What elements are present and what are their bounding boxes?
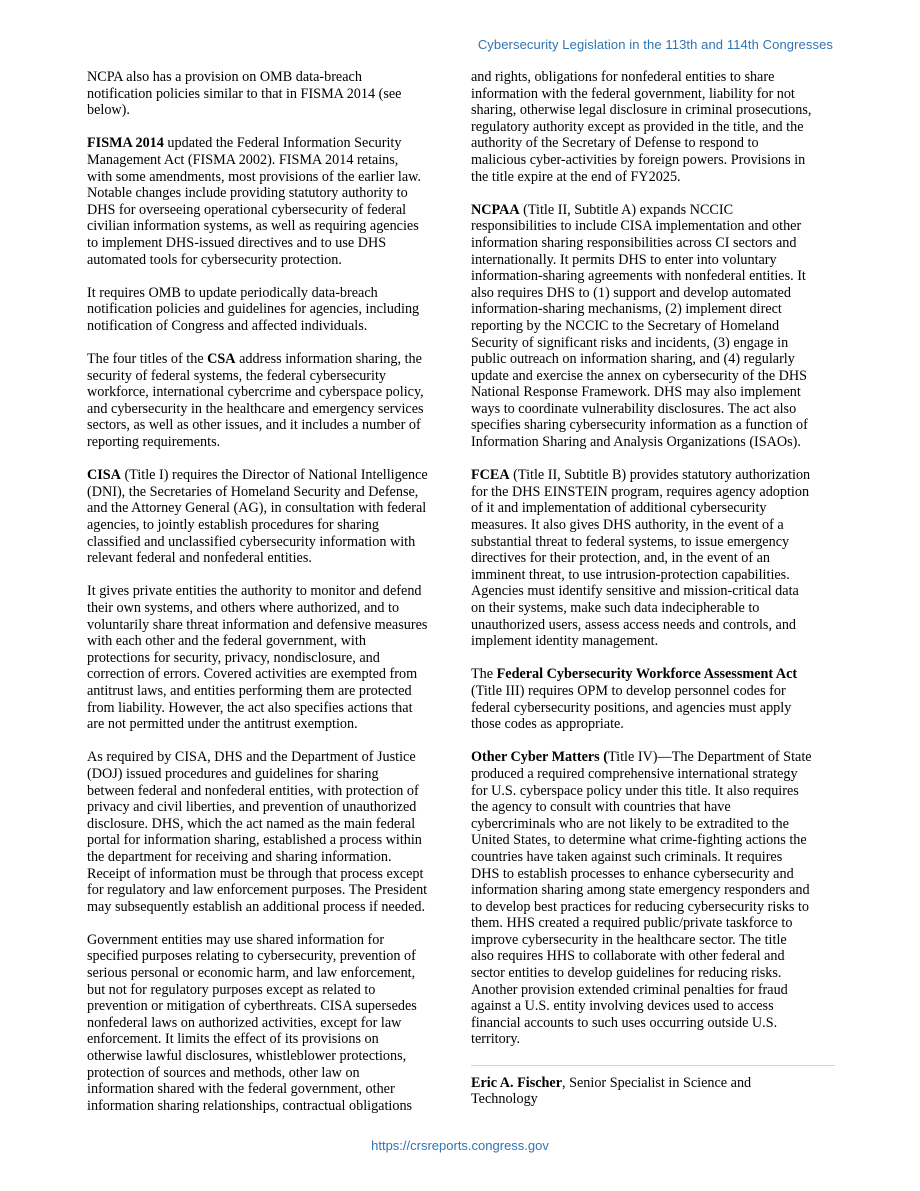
term-workforce-act: Federal Cybersecurity Workforce Assessment Act <box>496 666 798 683</box>
left-column <box>87 69 449 1131</box>
paragraph: NCPAA (Title II, Subtitle A) expands NCCIC responsibilities to include CISA implementation and other information sharing responsibilities across CI sectors and internationally. It permits DHS to enter into voluntary information-sharing agreements with nonfederal entities. It also requires DHS to (1) support and develop automated information-sharing mechanisms, (2) implement direct reporting by the NCCIC to the Secretary of Homeland Security of significant risks and incidents, (3) engage in public outreach on information sharing, and (4) regularly update and exercise the annex on cybersecurity of the DHS National Response Framework. DHS may also implement ways to coordinate vulnerability disclosures. The act also specifies sharing cybersecurity information as a function of Information Sharing and Analysis Organizations (ISAOs). <box>471 201 808 451</box>
paragraph: FISMA 2014 updated the Federal Information Security Management Act (FISMA 2002). FISMA 2014 retains, with some amendments, most provisions of the earlier law. Notable changes include providing statutory authority to DHS for overseeing operational cybersecurity of federal civilian information systems, as well as requiring agencies to implement DHS-issued directives and to use DHS automated tools for cybersecurity protection. <box>87 135 421 268</box>
paragraph: The Federal Cybersecurity Workforce Assessment Act (Title III) requires OPM to develop personnel codes for federal cybersecurity positions, and agencies must apply those codes as appropriate. <box>471 666 798 733</box>
term-csa: CSA <box>207 351 236 368</box>
paragraph: FCEA (Title II, Subtitle B) provides statutory authorization for the DHS EINSTEIN program, requires agency adoption of it and implementation of additional cybersecurity measures. It also gives DHS authority, in the event of a substantial threat to federal systems, to issue emergency directives for their protection, and, in the event of an imminent threat, to use intrusion-protection capabilities. Agencies must identify sensitive and mission-critical data on their systems, make such data indecipherable to unauthorized users, assess access needs and controls, and implement identity management. <box>471 467 811 650</box>
right-column <box>471 69 835 1124</box>
author-divider <box>471 1065 835 1066</box>
term-fcea: FCEA <box>471 467 510 484</box>
paragraph: CISA (Title I) requires the Director of National Intelligence (DNI), the Secretaries of Homeland Security and Defense, and the Attorney General (AG), in consultation with federal agencies, to jointly establish procedures for sharing classified and unclassified cybersecurity information with relevant federal and nonfederal entities. <box>87 467 428 567</box>
paragraph: and rights, obligations for nonfederal entities to share information with the federal government, liability for not sharing, otherwise legal disclosure in criminal prosecutions, regulatory authority except as provided in the title, and the authority of the Secretary of Defense to respond to malicious cyber-activities by foreign powers. Provisions in the title expire at the end of FY2025. <box>471 69 812 185</box>
paragraph: The four titles of the CSA address information sharing, the security of federal systems, the federal cybersecurity workforce, international cybercrime and cyberspace policy, and cybersecurity in the healthcare and emergency services sectors, as well as other issues, and it includes a number of reporting requirements. <box>87 351 424 451</box>
term-ncpaa: NCPAA <box>471 201 520 218</box>
term-cisa: CISA <box>87 467 121 484</box>
running-header: Cybersecurity Legislation in the 113th and 114th Congresses <box>477 37 833 52</box>
paragraph: It gives private entities the authority to monitor and defend their own systems, and others where authorized, and to voluntarily share threat information and defensive measures with each other and the federal government, with protections for security, privacy, nondisclosure, and correction of errors. Covered activities are exempted from antitrust laws, and entities performing them are protected from liability. However, the act also specifies actions that are not permitted under the antitrust exemption. <box>87 583 428 733</box>
author-credit <box>471 1075 835 1108</box>
paragraph: As required by CISA, DHS and the Department of Justice (DOJ) issued procedures and guidelines for sharing between federal and nonfederal entities, with protection of privacy and civil liberties, and prevention of unauthorized disclosure. DHS, which the act named as the main federal portal for information sharing, established a process within the department for receiving and sharing information. Receipt of information must be through that process except for regulatory and law enforcement purposes. The President may subsequently establish an additional process if needed. <box>87 749 428 915</box>
term-fisma-2014: FISMA 2014 <box>87 135 164 152</box>
author-title: , Senior Specialist in Science and Technology <box>471 1074 752 1108</box>
author-name: Eric A. Fischer <box>471 1074 563 1091</box>
term-other-cyber-matters: Other Cyber Matters ( <box>471 749 608 766</box>
paragraph: Government entities may use shared information for specified purposes relating to cybersecurity, prevention of serious personal or economic harm, and law enforcement, but not for regulatory purposes except as related to prevention or mitigation of cyberthreats. CISA supersedes nonfederal laws on authorized activities, except for law enforcement. It limits the effect of its provisions on otherwise lawful disclosures, whistleblower protections, protection of sources and methods, other law on information shared with the federal government, other information sharing relationships, contractual obligations <box>87 931 417 1114</box>
paragraph: Other Cyber Matters (Title IV)—The Department of State produced a required comprehensive international strategy for U.S. cyberspace policy under this title. It also requires the agency to consult with countries that have cybercriminals who are not likely to be extradited to the United States, to determine what crime-fighting actions the countries have taken against such criminals. It requires DHS to establish processes to enhance cybersecurity and information sharing among state emergency responders and to develop best practices for reducing cybersecurity risks to them. HHS created a required public/private taskforce to improve cybersecurity in the healthcare sector. The title also requires HHS to collaborate with other federal and sector entities to develop guidelines for reducing risks. Another provision extended criminal penalties for fraud against a U.S. entity involving devices used to access financial accounts to such uses occurring outside U.S. territory. <box>471 749 812 1048</box>
footer-url[interactable]: https://crsreports.congress.gov <box>371 1138 549 1153</box>
paragraph: It requires OMB to update periodically data-breach notification policies and guidelines for agencies, including notification of Congress and affected individuals. <box>87 284 420 334</box>
paragraph: NCPA also has a provision on OMB data-breach notification policies similar to that in FISMA 2014 (see below). <box>87 69 402 119</box>
